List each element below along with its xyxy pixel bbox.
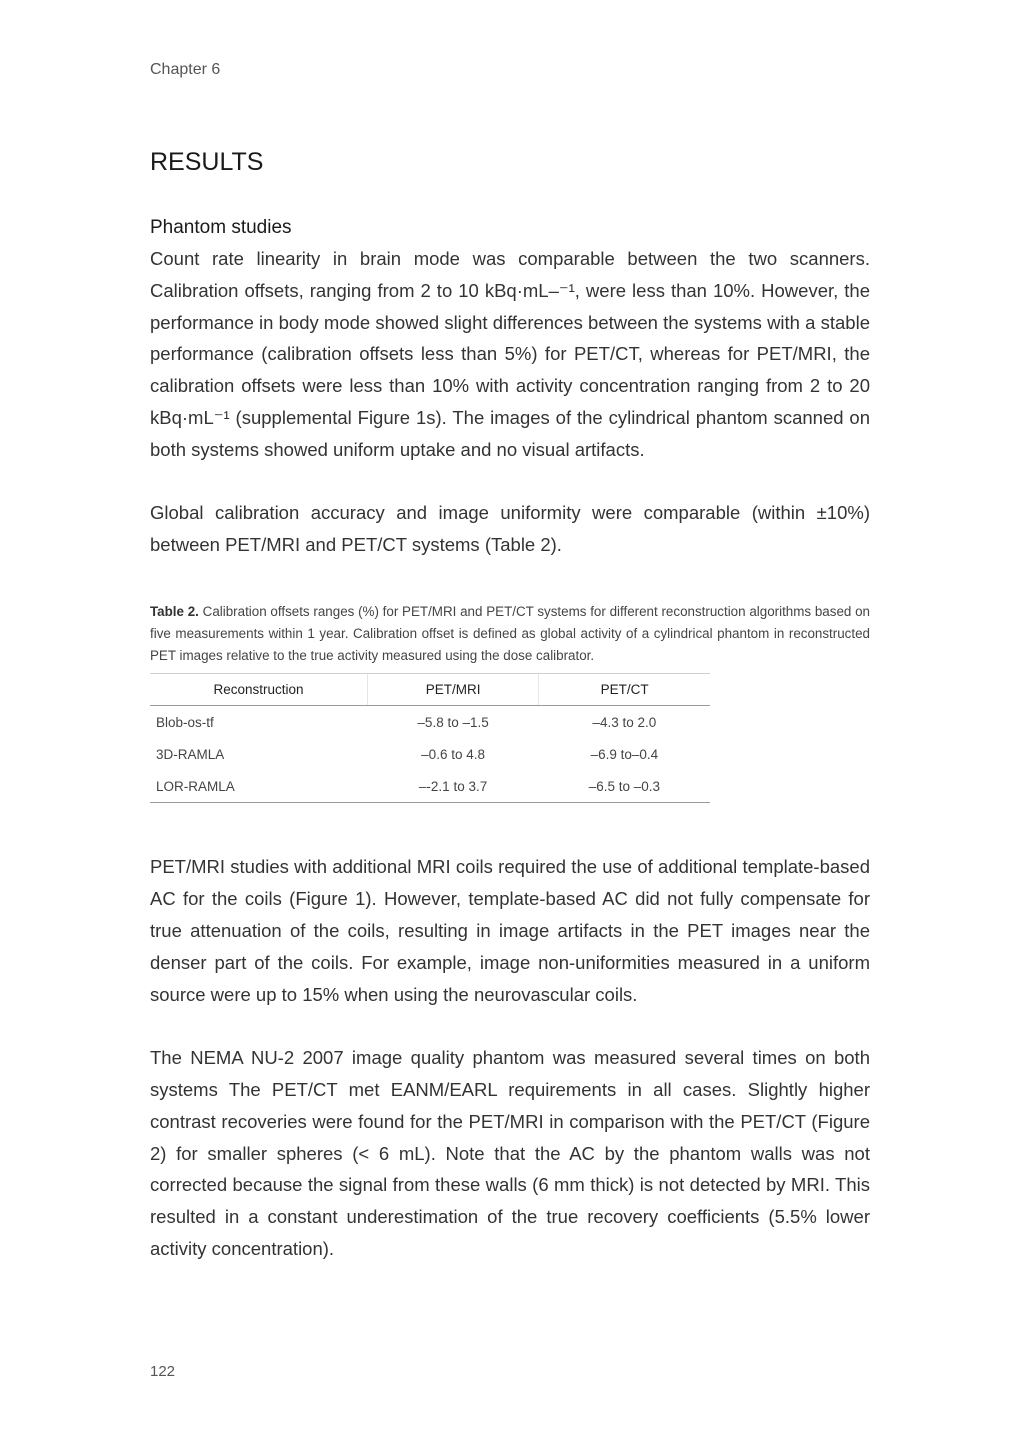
pet-ct-cell: –6.9 to–0.4 [590, 746, 659, 762]
calibration-offsets-table [150, 673, 710, 803]
pet-mri-cell: –5.8 to –1.5 [417, 714, 489, 730]
main-content [150, 213, 870, 1265]
table-row [150, 738, 710, 770]
pet-ct-cell: –6.5 to –0.3 [539, 770, 710, 803]
column-header-reconstruction: Reconstruction [150, 674, 367, 706]
column-header-pet-mri: PET/MRI [367, 674, 538, 706]
pet-ct-cell: –4.3 to 2.0 [592, 714, 657, 730]
table-caption-label: Table 2. [150, 603, 199, 619]
pet-mri-cell: –0.6 to 4.8 [421, 746, 485, 762]
table-row [150, 770, 710, 803]
reconstruction-cell: LOR-RAMLA [150, 770, 367, 803]
page-number: 122 [150, 1363, 176, 1380]
table-caption [150, 601, 870, 666]
paragraph-global-calibration: Global calibration accuracy and image uniformity were comparable (within ±10%) between PET/MRI and PET/CT systems (Table 2). [150, 502, 870, 556]
reconstruction-cell: 3D-RAMLA [156, 746, 225, 762]
table-caption-text: Calibration offsets ranges (%) for PET/MRI and PET/CT systems for different reconstruction algorithms based on five measurements within 1 year. Calibration offset is defined as global activity of a cylindrical phantom in reconstructed PET images relative to the true activity measured using the dose calibrator. [150, 603, 870, 663]
subsection-title: Phantom studies [150, 217, 292, 238]
column-header-pet-ct: PET/CT [539, 674, 710, 706]
paragraph-nema-phantom: The NEMA NU-2 2007 image quality phantom was measured several times on both systems The PET/CT met EANM/EARL requirements in all cases. Slightly higher contrast recoveries were found for the PET/MRI in comparison with the PET/CT (Figure 2) for smaller spheres (< 6 mL). Note that the AC by the phantom walls was not corrected because the signal from these walls (6 mm thick) is not detected by MRI. This resulted in a constant underestimation of the true recovery coefficients (5.5% lower activity concentration). [150, 1047, 870, 1259]
after-table-section [150, 851, 870, 1264]
paragraph-count-rate: Count rate linearity in brain mode was comparable between the two scanners. Calibration offsets, ranging from 2 to 10 kBq·mL–⁻¹, were less than 10%. However, the performance in body mode showed slight differences between the systems with a stable performance (calibration offsets less than 5%) for PET/CT, whereas for PET/MRI, the calibration offsets were less than 10% with activity concentration ranging from 2 to 20 kBq·mL⁻¹ (supplemental Figure 1s). The images of the cylindrical phantom scanned on both systems showed uniform uptake and no visual artifacts. [150, 248, 870, 460]
pet-mri-cell: –-2.1 to 3.7 [367, 770, 538, 803]
table-header-row [150, 674, 710, 706]
reconstruction-cell: Blob-os-tf [156, 714, 214, 730]
section-title: RESULTS [150, 148, 264, 176]
running-header: Chapter 6 [150, 61, 221, 78]
paragraph-mri-coils: PET/MRI studies with additional MRI coils required the use of additional template-based AC for the coils (Figure 1). However, template-based AC did not fully compensate for true attenuation of the coils, resulting in image artifacts in the PET images near the denser part of the coils. For example, image non-uniformities measured in a uniform source were up to 15% when using the neurovascular coils. [150, 856, 870, 1005]
table-row [150, 706, 710, 739]
